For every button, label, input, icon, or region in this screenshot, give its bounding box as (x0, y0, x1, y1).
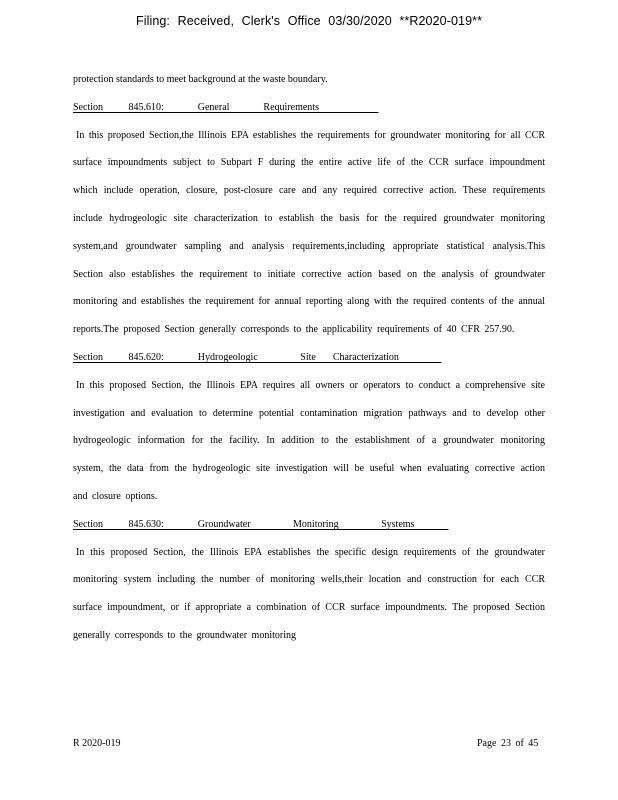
section-paragraph-845-620: In this proposed Section, the Illinois EPA requires all owners or operators to conduct a comprehensive site investigation and evaluation to determine potential contamination migration pathways and to develop other hydrogeologic information for the facility. In addition to the establishment of a groundwater monitoring system, the data from the hydrogeologic site investigation will be useful when evaluating corrective action and closure options. (73, 379, 545, 502)
section-heading-text: Section 845.610: General Requirements (73, 101, 379, 113)
document-body (73, 66, 545, 650)
lead-line: protection standards to meet background at the waste boundary. (73, 74, 328, 85)
section-paragraph-845-630: In this proposed Section, the Illinois EPA establishes the specific design requirements of the groundwater monitoring system including the number of monitoring wells,their location and construction for each CCR surface impoundment, or if appropriate a combination of CCR surface impoundments. The proposed Section generally corresponds to the groundwater monitoring (73, 546, 545, 641)
filing-header: Filing: Received, Clerk's Office 03/30/2020 **R2020-019** (135, 14, 483, 28)
section-heading-845-620 (73, 344, 545, 372)
section-paragraph-845-610: In this proposed Section,the Illinois EPA establishes the requirements for groundwater monitoring for all CCR surface impoundments subject to Subpart F during the entire active life of the CCR surface impoundment which include operation, closure, post-closure care and any required corrective action. These requirements include hydrogeologic site characterization to establish the basis for the required groundwater monitoring system,and groundwater sampling and analysis requirements,including appropriate statistical analysis.This Section also establishes the requirement to initiate corrective action based on the analysis of groundwater monitoring and establishes the requirement for annual reporting along with the required contents of the annual reports.The proposed Section generally corresponds to the applicability requirements of 40 CFR 257.90. (73, 129, 545, 336)
section-heading-845-630 (73, 511, 545, 539)
footer-docket: R 2020-019 (73, 738, 121, 749)
section-heading-text: Section 845.620: Hydrogeologic Site Characterization (73, 351, 442, 363)
section-heading-845-610 (73, 94, 545, 122)
section-heading-text: Section 845.630: Groundwater Monitoring Systems (73, 518, 449, 530)
footer-page-number: Page 23 of 45 (477, 738, 539, 749)
